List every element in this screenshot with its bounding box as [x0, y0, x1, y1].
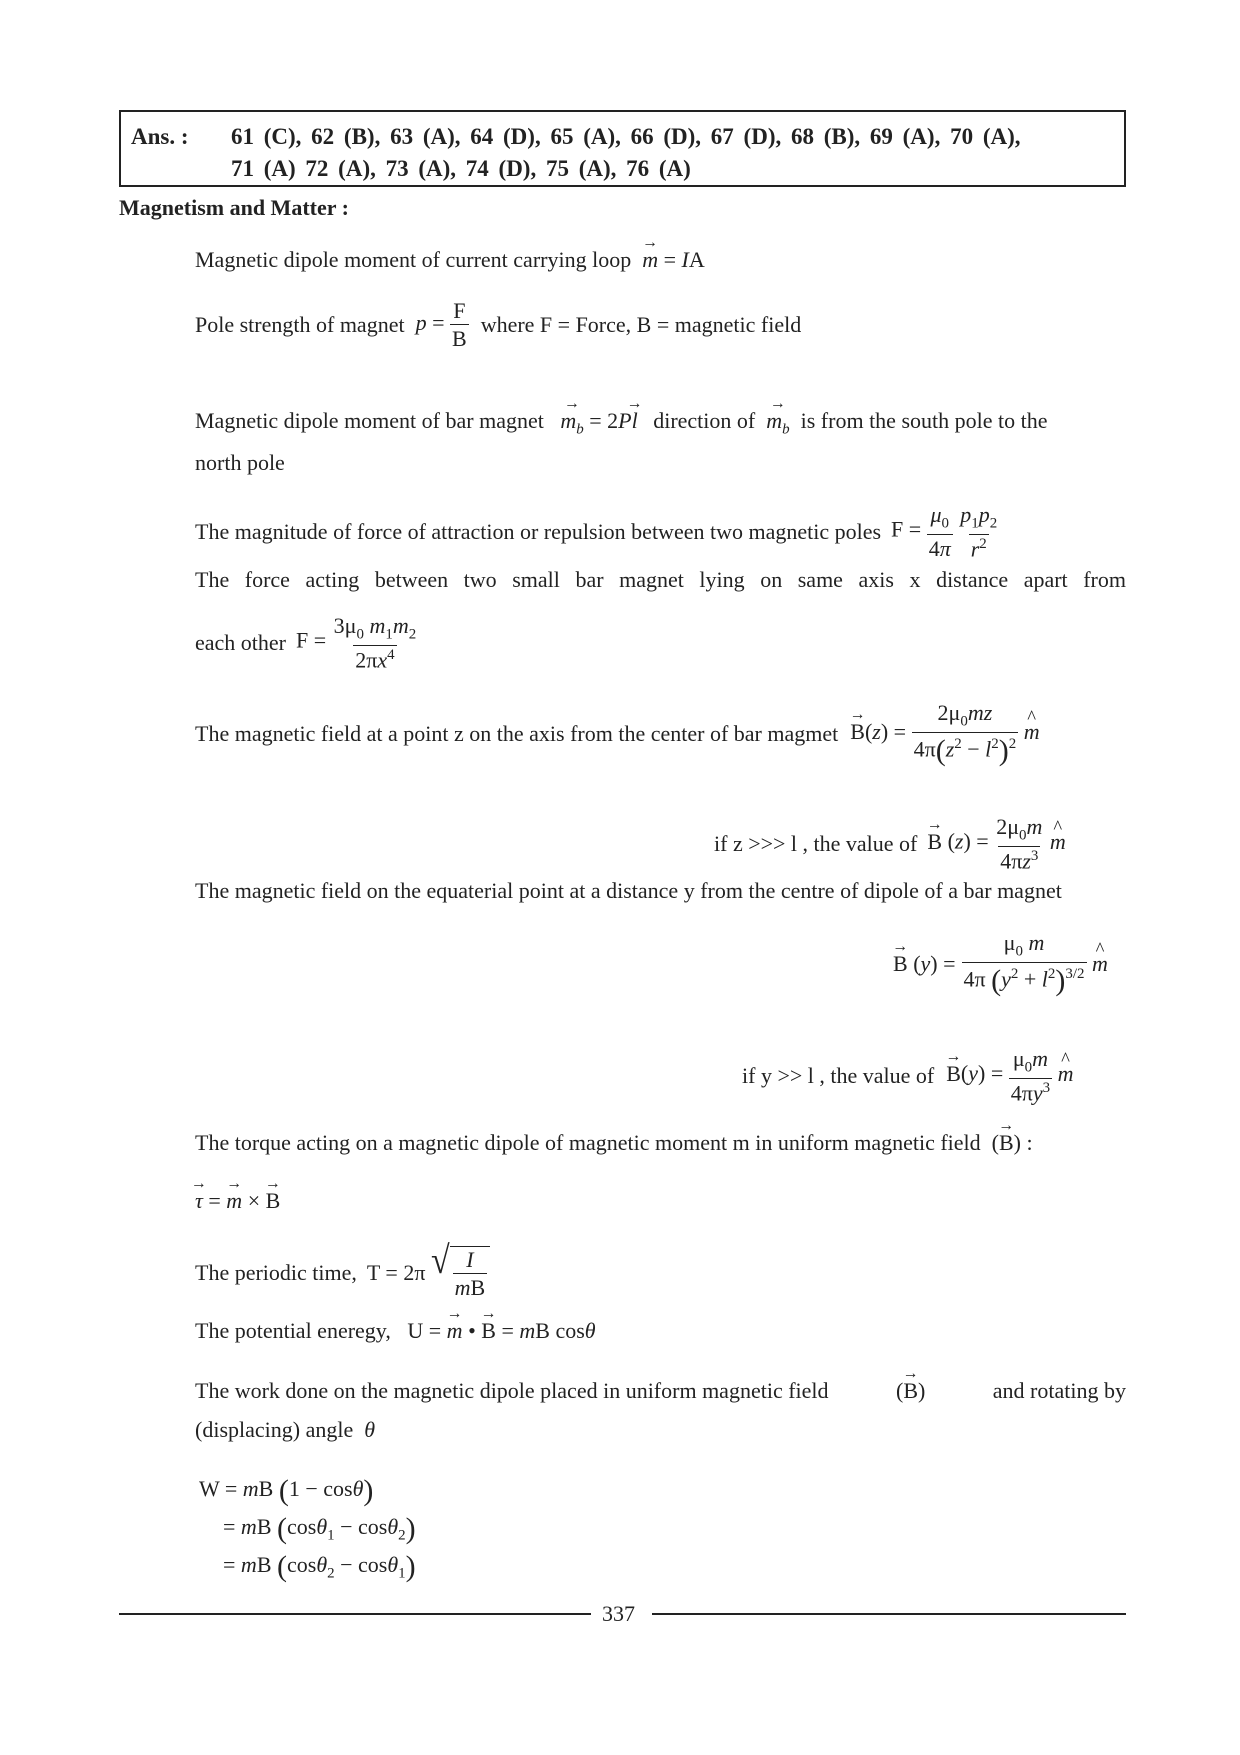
axial-field-line: [195, 700, 1040, 768]
work-text-2: (displacing) angle: [195, 1417, 354, 1442]
force-poles-line: [195, 502, 999, 561]
work-line-2: [195, 1417, 375, 1443]
page-number: 337: [602, 1601, 635, 1626]
section-title: Magnetism and Matter :: [119, 195, 349, 220]
torque-formula: → τ = → m × → B: [195, 1188, 280, 1214]
force-poles-formula: F = $\frac{\mu_0}{4\pi}$ $\frac{p_1p_2}{r^2}$: [891, 502, 998, 561]
potential-energy-text: The potential eneregy,: [195, 1318, 391, 1343]
work-formula-3: = mB (cosθ$_2$ − cosθ$_1$): [223, 1550, 416, 1583]
bar-direction-end-2: north pole: [195, 450, 285, 475]
axial-far-formula: → B (z) = $\frac{2\mu_0m}{4\pi z^3}$ ^ m: [927, 814, 1065, 873]
pole-strength-text: Pole strength of magnet: [195, 311, 405, 337]
work-field-symbol: (→ B): [896, 1378, 925, 1404]
bar-moment-text: Magnetic dipole moment of bar magnet: [195, 408, 544, 433]
pole-strength-where: where F = Force, B = magnetic field: [480, 311, 802, 337]
pole-strength-formula: p = $\frac{F}{B}$: [415, 298, 467, 352]
force-magnets-formula: F = $\frac{3\mu_0 m_1m_2}{2\pi x^4}$: [296, 613, 417, 672]
pole-strength-line: [195, 298, 801, 352]
work-text-1-end: and rotating by: [992, 1378, 1126, 1403]
force-magnets-text-2: each other: [195, 629, 286, 655]
potential-energy-line: [195, 1318, 596, 1344]
equatorial-field-text: The magnetic field on the equaterial point at a distance y from the centre of dipole of a bar magnet: [195, 878, 1062, 903]
bar-direction-end: is from the south pole to the: [800, 408, 1048, 433]
loop-moment-formula: → m = IA: [637, 247, 705, 272]
loop-moment-text: Magnetic dipole moment of current carrying loop: [195, 247, 632, 272]
potential-energy-formula: U = → m • → B = mB cosθ: [396, 1318, 595, 1343]
equatorial-far-text: if y >> l , the value of: [742, 1062, 935, 1088]
answer-box: [119, 110, 1126, 187]
work-formula-2: = mB (cosθ$_1$ − cosθ$_2$): [223, 1512, 416, 1545]
torque-field-symbol: (→ B) :: [986, 1130, 1032, 1155]
axial-field-text: The magnetic field at a point z on the axis from the center of bar magmet: [195, 721, 839, 747]
work-line-1: [195, 1378, 1126, 1404]
force-poles-text: The magnitude of force of attraction or repulsion between two magnetic poles: [195, 518, 882, 544]
force-magnets-text-1: The force acting between two small bar magnet lying on same axis x distance apart from: [195, 567, 1126, 592]
force-magnets-line-2: [195, 613, 418, 672]
bar-moment-formula: → $m_b = 2P\to l$: [549, 408, 637, 433]
periodic-time-text: The periodic time,: [195, 1260, 357, 1286]
answer-line-1: 61 (C), 62 (B), 63 (A), 64 (D), 65 (A), 66 (D), 67 (D), 68 (B), 69 (A), 70 (A),: [231, 124, 1021, 149]
answer-line-2: 71 (A) 72 (A), 73 (A), 74 (D), 75 (A), 76 (A): [231, 156, 691, 181]
torque-line: [195, 1130, 1033, 1156]
theta-symbol: θ: [358, 1417, 376, 1442]
bar-moment-line: [195, 408, 1047, 438]
footer-rule-right: [652, 1613, 1126, 1615]
axial-far-line: [714, 814, 1066, 873]
torque-text: The torque acting on a magnetic dipole of magnetic moment m in uniform magnetic field: [195, 1130, 981, 1155]
equatorial-field-formula: → B ( y ) = $\frac{\mu_0 m}{4\pi (y^2 + l^2)^{3/2}}$ ^ m: [893, 930, 1108, 998]
periodic-time-line: [195, 1239, 490, 1301]
equatorial-far-line: [742, 1046, 1073, 1105]
work-formula-1: W = mB (1 − cosθ): [199, 1474, 374, 1507]
axial-field-formula: → B(z) = $\frac{2\mu_0mz}{4\pi(z^2 - l^2)^2}$ ^ m: [850, 700, 1039, 768]
loop-moment-line: [195, 247, 705, 273]
footer-rule-left: [119, 1613, 591, 1615]
work-text-1: The work done on the magnetic dipole placed in uniform magnetic field: [195, 1378, 829, 1403]
answer-label: Ans. :: [131, 124, 189, 149]
equatorial-far-formula: → B(y) = $\frac{\mu_0m}{4\pi y^3}$ ^ m: [946, 1046, 1073, 1105]
bar-direction-symbol: → $m_b$: [761, 408, 795, 433]
bar-direction-text: direction of: [653, 408, 756, 433]
axial-far-text: if z >>> l , the value of: [714, 830, 918, 856]
periodic-time-formula: T = 2π √ $\frac{I}{mB}$: [367, 1246, 490, 1301]
